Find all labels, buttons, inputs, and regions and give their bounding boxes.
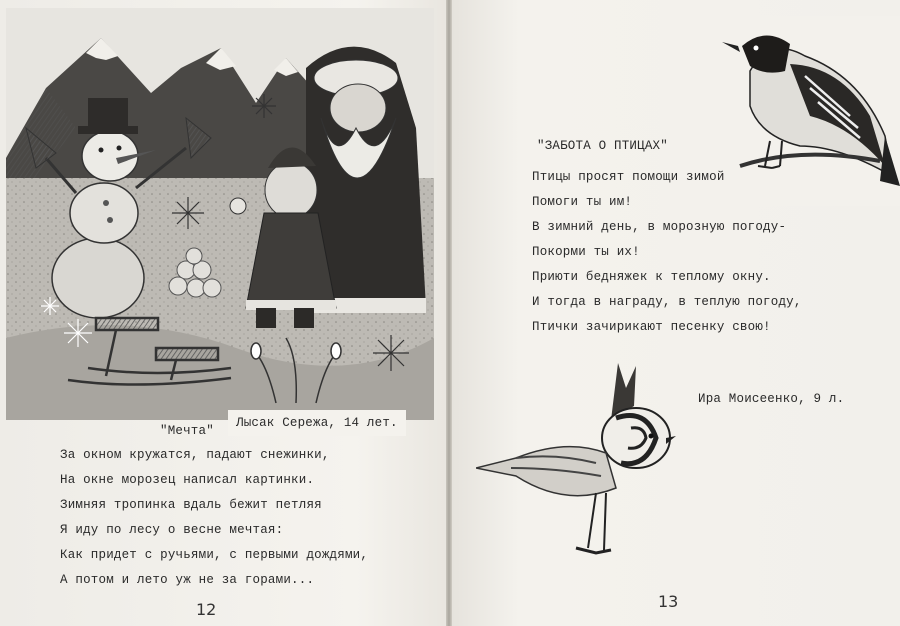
author-name: Ира Моисеенко, 9 л. xyxy=(698,392,845,406)
left-page xyxy=(0,0,446,626)
crested-tit-illustration xyxy=(476,358,676,578)
poem-line: Птицы просят помощи зимой xyxy=(532,170,725,184)
poem-line: Приюти бедняжек к теплому окну. xyxy=(532,270,771,284)
page-number: 12 xyxy=(196,600,217,619)
poem-line: Как придет с ручьями, с первыми дождями, xyxy=(60,548,369,562)
tit-bird-illustration xyxy=(710,16,900,206)
poem-line: За окном кружатся, падают снежинки, xyxy=(60,448,330,462)
poem-line: На окне морозец написал картинки. xyxy=(60,473,315,487)
author-name: Лысак Сережа, 14 лет. xyxy=(236,416,398,430)
poem-title: "ЗАБОТА О ПТИЦАХ" xyxy=(537,139,668,153)
poem-line: Я иду по лесу о весне мечтая: xyxy=(60,523,284,537)
poem-line: Зимняя тропинка вдаль бежит петляя xyxy=(60,498,322,512)
poem-line: Покорми ты их! xyxy=(532,245,640,259)
poem-line: А потом и лето уж не за горами... xyxy=(60,573,315,587)
poem-line: Помоги ты им! xyxy=(532,195,633,209)
poem-line: В зимний день, в морозную погоду- xyxy=(532,220,787,234)
poem-title: "Мечта" xyxy=(160,424,214,438)
winter-illustration xyxy=(6,8,434,420)
right-page xyxy=(452,0,900,626)
poem-line: И тогда в награду, в теплую погоду, xyxy=(532,295,802,309)
page-number: 13 xyxy=(658,592,679,611)
poem-line: Птички зачирикают песенку свою! xyxy=(532,320,771,334)
